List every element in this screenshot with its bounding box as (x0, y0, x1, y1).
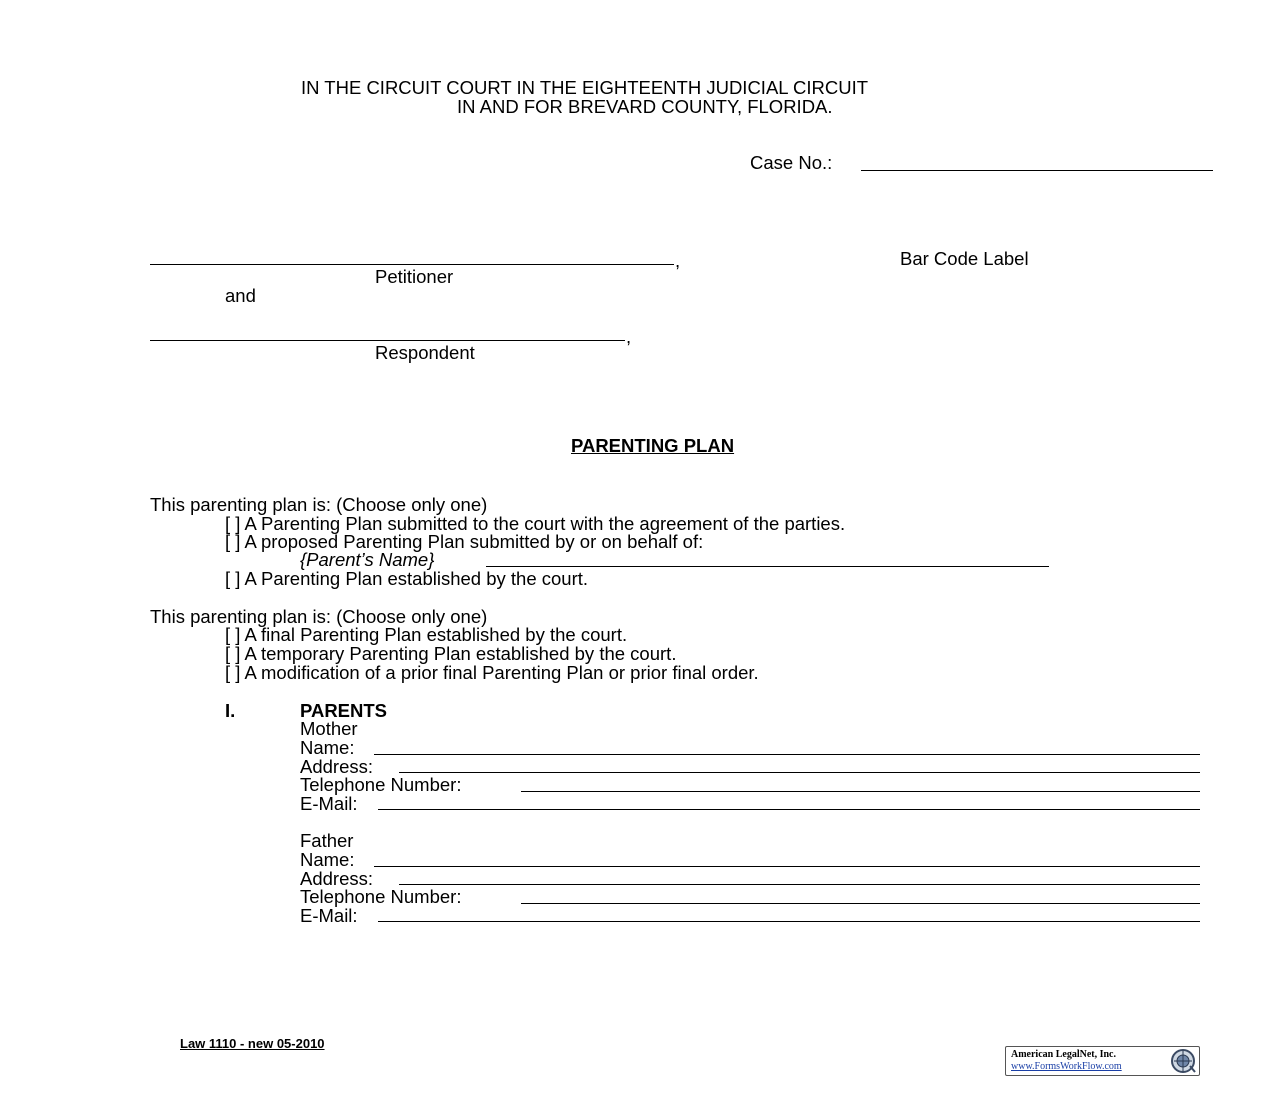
plan-type-1-prompt: This parenting plan is: (Choose only one) (150, 494, 488, 515)
court-heading-line-1: IN THE CIRCUIT COURT IN THE EIGHTEENTH JUDICIAL CIRCUIT (301, 77, 869, 98)
section-parents-numeral: I. (225, 700, 236, 721)
plan-option-court-established[interactable]: [ ] A Parenting Plan established by the court. (225, 568, 589, 589)
father-email-field[interactable] (378, 921, 1200, 922)
globe-icon (1170, 1048, 1196, 1074)
publisher-url[interactable]: www.FormsWorkFlow.com (1011, 1061, 1122, 1072)
case-number-label: Case No.: (750, 152, 833, 173)
mother-phone-field[interactable] (521, 791, 1200, 792)
mother-email-label: E-Mail: (300, 793, 358, 814)
plan-option-proposed[interactable]: [ ] A proposed Parenting Plan submitted by or on behalf of: (225, 531, 704, 552)
plan-type-2-prompt: This parenting plan is: (Choose only one) (150, 606, 488, 627)
publisher-logo[interactable] (1005, 1046, 1200, 1076)
and-label: and (225, 285, 256, 306)
document-title: PARENTING PLAN (571, 435, 735, 456)
parent-name-hint: {Parent’s Name} (300, 549, 435, 570)
plan-option-final[interactable]: [ ] A final Parenting Plan established by the court. (225, 624, 628, 645)
father-name-label: Name: (300, 849, 355, 870)
mother-name-field[interactable] (374, 754, 1200, 755)
publisher-name: American LegalNet, Inc. (1011, 1049, 1116, 1060)
plan-option-modification[interactable]: [ ] A modification of a prior final Parenting Plan or prior final order. (225, 662, 759, 683)
father-email-label: E-Mail: (300, 905, 358, 926)
section-parents-heading: PARENTS (300, 700, 388, 721)
plan-option-agreement[interactable]: [ ] A Parenting Plan submitted to the court with the agreement of the parties. (225, 513, 846, 534)
father-name-field[interactable] (374, 866, 1200, 867)
parent-name-field[interactable] (486, 566, 1049, 567)
father-address-label: Address: (300, 868, 374, 889)
mother-address-field[interactable] (399, 772, 1200, 773)
father-phone-label: Telephone Number: (300, 886, 462, 907)
petitioner-comma: , (675, 250, 681, 271)
mother-email-field[interactable] (378, 809, 1200, 810)
court-heading-line-2: IN AND FOR BREVARD COUNTY, FLORIDA. (457, 96, 833, 117)
respondent-comma: , (626, 326, 632, 347)
father-address-field[interactable] (399, 884, 1200, 885)
mother-phone-label: Telephone Number: (300, 774, 462, 795)
plan-option-temporary[interactable]: [ ] A temporary Parenting Plan established by the court. (225, 643, 677, 664)
form-code: Law 1110 - new 05-2010 (180, 1036, 325, 1051)
petitioner-label: Petitioner (375, 266, 454, 287)
mother-label: Mother (300, 718, 358, 739)
petitioner-name-field[interactable] (150, 264, 674, 265)
father-phone-field[interactable] (521, 903, 1200, 904)
respondent-label: Respondent (375, 342, 475, 363)
case-number-field[interactable] (861, 170, 1213, 171)
respondent-name-field[interactable] (150, 340, 625, 341)
father-label: Father (300, 830, 354, 851)
mother-name-label: Name: (300, 737, 355, 758)
mother-address-label: Address: (300, 756, 374, 777)
bar-code-label: Bar Code Label (900, 248, 1029, 269)
